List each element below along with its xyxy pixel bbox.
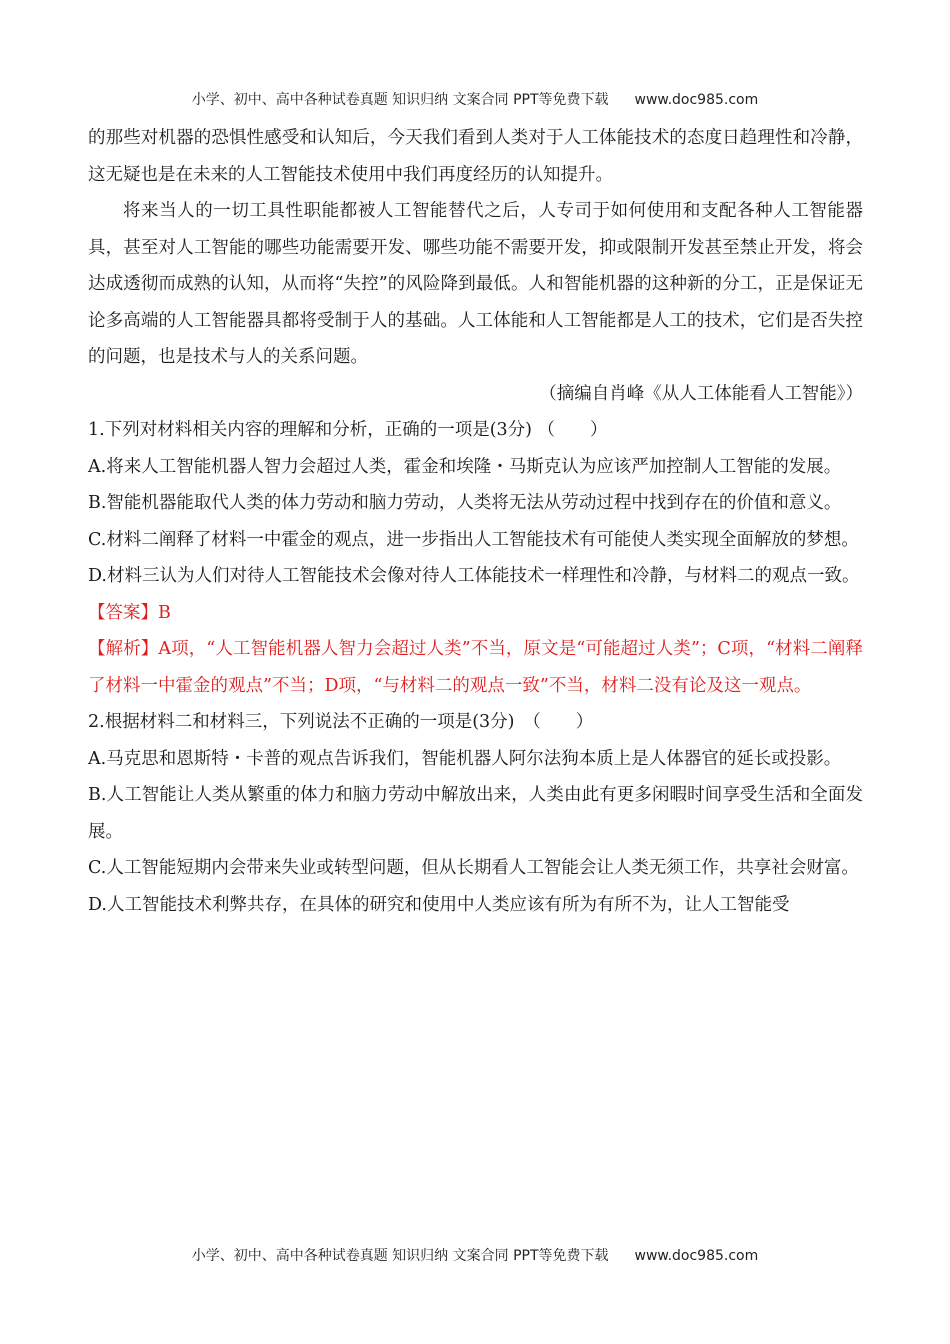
passage-paragraph: 将来当人的一切工具性职能都被人工智能替代之后，人专司于如何使用和支配各种人工智能器具，甚至对人工智能的哪些功能需要开发、哪些功能不需要开发，抑或限制开发甚至禁止开发，将会达成透彻而成熟的认知，从而将“失控”的风险降到最低。人和智能机器的这种新的分工，正是保证无论多高端的人工智能器具都将受制于人的基础。人工体能和人工智能都是人工的技术，它们是否失控的问题，也是技术与人的关系问题。 (88, 201, 863, 367)
passage-continuation: 的那些对机器的恐惧性感受和认知后，今天我们看到人类对于人工体能技术的态度日趋理性和冷静，这无疑也是在未来的人工智能技术使用中我们再度经历的认知提升。 (88, 128, 863, 185)
header-site-link[interactable]: www.doc985.com (634, 92, 759, 108)
question-1-stem: 1.下列对材料相关内容的理解和分析，正确的一项是(3分) （ ） (88, 420, 608, 440)
question-1-option-b: B.智能机器能取代人类的体力劳动和脑力劳动，人类将无法从劳动过程中找到存在的价值和意义。 (88, 493, 842, 513)
document-body (88, 120, 863, 923)
question-2-option-a: A.马克思和恩斯特・卡普的观点告诉我们，智能机器人阿尔法狗本质上是人体器官的延长或投影。 (88, 748, 842, 769)
question-2-option-b: B.人工智能让人类从繁重的体力和脑力劳动中解放出来，人类由此有更多闲暇时间享受生活和全面发展。 (88, 785, 863, 842)
footer-site-link[interactable]: www.doc985.com (634, 1248, 759, 1264)
question-2-option-d: D.人工智能技术利弊共存，在具体的研究和使用中人类应该有所为有所不为，让人工智能受 (88, 894, 790, 915)
question-1-option-c: C.材料二阐释了材料一中霍金的观点，进一步指出人工智能技术有可能使人类实现全面解放的梦想。 (88, 529, 859, 550)
question-2-option-c: C.人工智能短期内会带来失业或转型问题，但从长期看人工智能会让人类无须工作，共享社会财富。 (88, 858, 859, 878)
page-header (0, 89, 950, 109)
question-1-answer: 【答案】B (88, 602, 171, 623)
question-1-analysis: 【解析】A项，“人工智能机器人智力会超过人类”不当，原文是“可能超过人类”；C项，“材料二阐释了材料一中霍金的观点”不当；D项，“与材料二的观点一致”不当，材料二没有论及这一观点。 (88, 639, 863, 696)
passage-source: （摘编自肖峰《从人工体能看人工智能》） (539, 383, 863, 404)
question-1-option-d: D.材料三认为人们对待人工智能技术会像对待人工体能技术一样理性和冷静，与材料二的观点一致。 (88, 566, 860, 586)
question-2-stem: 2.根据材料二和材料三，下列说法不正确的一项是(3分) （ ） (88, 712, 594, 732)
page-footer (0, 1245, 950, 1265)
footer-text: 小学、初中、高中各种试卷真题 知识归纳 文案合同 PPT等免费下载 (191, 1248, 609, 1264)
header-text: 小学、初中、高中各种试卷真题 知识归纳 文案合同 PPT等免费下载 (191, 92, 609, 108)
question-1-option-a: A.将来人工智能机器人智力会超过人类，霍金和埃隆・马斯克认为应该严加控制人工智能的发展。 (88, 456, 842, 477)
